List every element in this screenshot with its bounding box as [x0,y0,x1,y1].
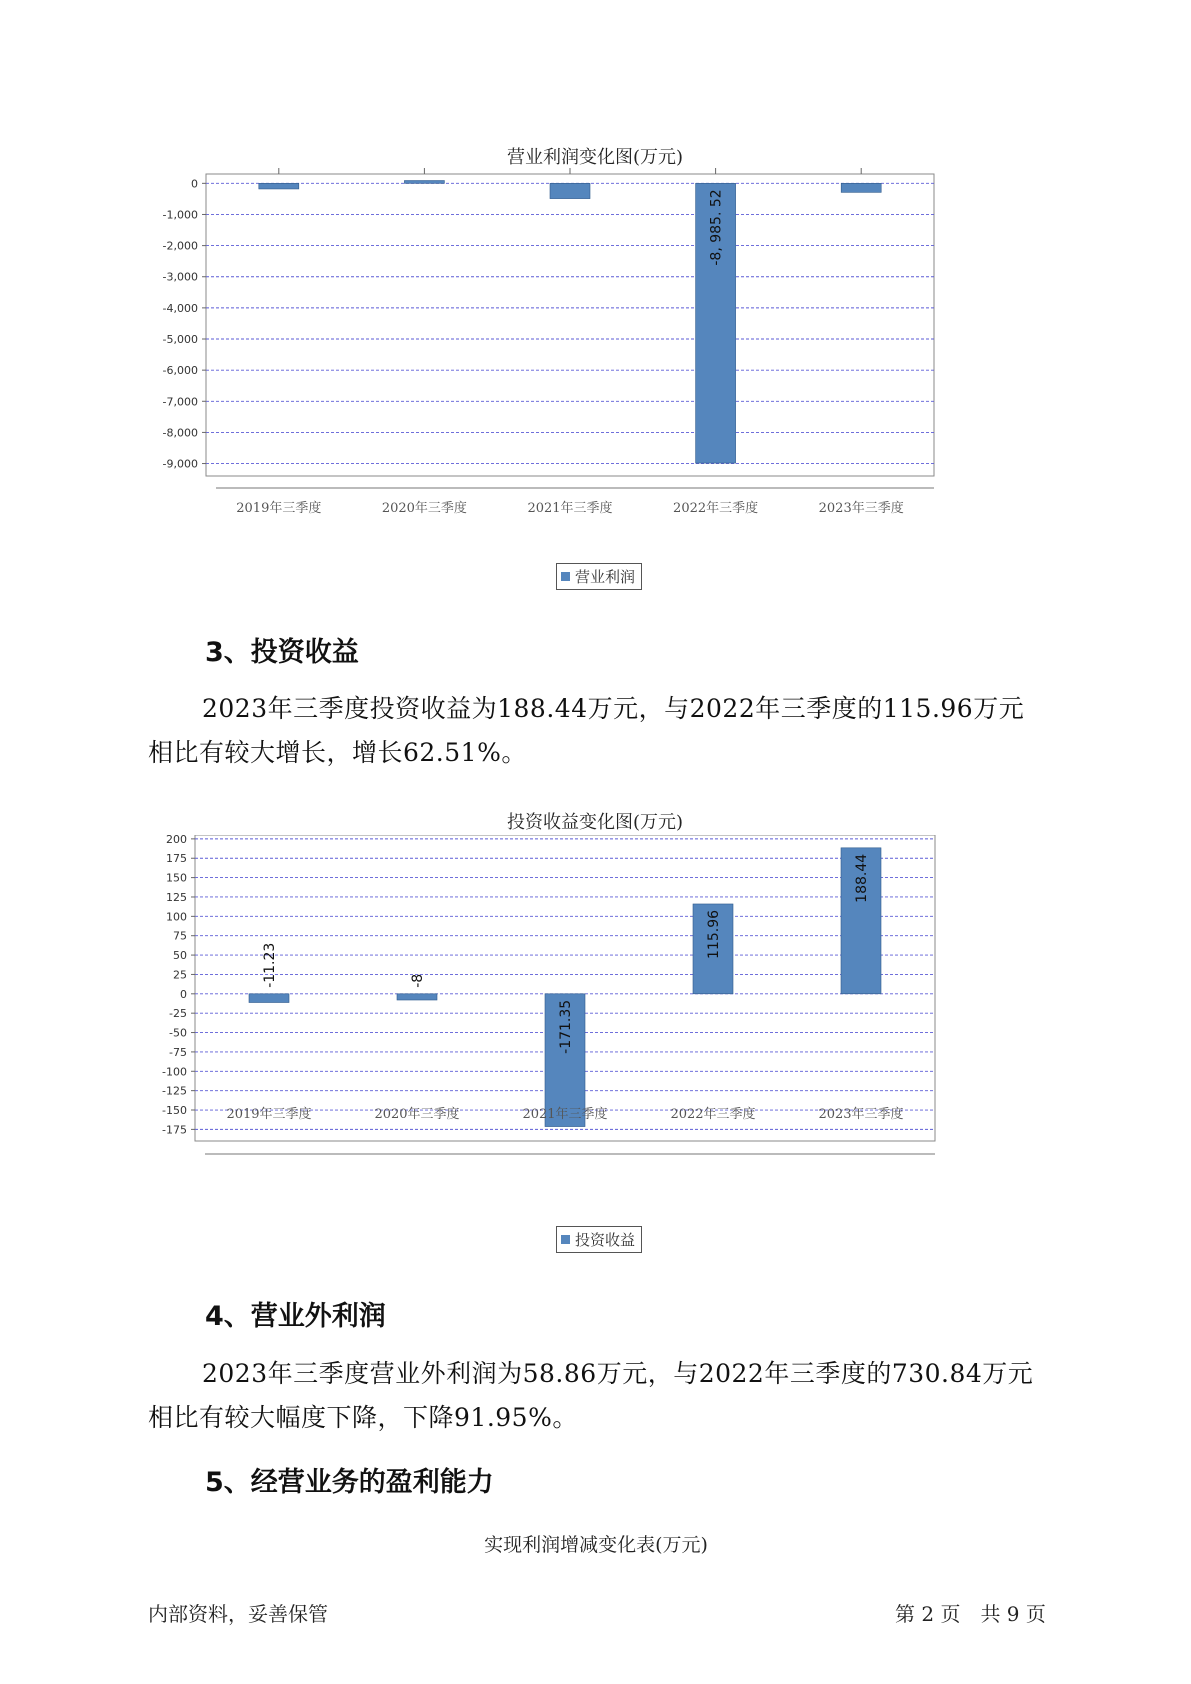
y-tick-label: -4,000 [162,301,198,315]
y-tick-label: 75 [173,929,187,943]
x-tick-label: 2019年三季度 [236,501,322,516]
chart2-legend [556,1226,642,1253]
section-5-title: 5、经营业务的盈利能力 [205,1467,494,1498]
y-tick-label: -100 [162,1065,187,1079]
legend-swatch [561,1235,570,1244]
section-4-line-2: 相比有较大幅度下降，下降91.95%。 [148,1403,578,1432]
x-tick-label: 2021年三季度 [522,1107,608,1122]
chart1 [148,168,1028,588]
section-3-line-2: 相比有较大增长，增长62.51%。 [148,738,527,767]
x-tick-label: 2021年三季度 [527,501,613,516]
table-caption: 实现利润增减变化表(万元) [484,1534,708,1556]
y-tick-label: -25 [169,1007,187,1021]
section-3-title: 3、投资收益 [205,637,359,668]
chart1-title: 营业利润变化图(万元) [506,147,684,168]
y-tick-label: -9,000 [162,457,198,471]
y-tick-label: 100 [166,910,187,924]
footer-page-number: 第 2 页 共 9 页 [895,1602,1046,1626]
y-tick-label: 0 [180,987,187,1001]
footer-left: 内部资料，妥善保管 [148,1602,328,1626]
chart1-legend [556,563,642,590]
y-tick-label: 200 [166,835,187,846]
y-tick-label: -7,000 [162,395,198,409]
bar [550,183,590,198]
y-tick-label: -6,000 [162,364,198,378]
y-tick-label: 125 [166,890,187,904]
data-label: -8, 985. 52 [708,189,725,266]
data-label: -8 [410,973,426,988]
y-tick-label: 175 [166,852,187,866]
x-tick-label: 2023年三季度 [818,1107,904,1122]
y-tick-label: 0 [191,177,198,191]
x-tick-label: 2020年三季度 [374,1107,460,1122]
y-tick-label: -50 [169,1026,187,1040]
y-tick-label: 50 [173,949,187,963]
x-tick-label: 2020年三季度 [381,501,467,516]
chart2-title: 投资收益变化图(万元) [506,812,684,833]
y-tick-label: -175 [162,1123,187,1137]
data-label: 115.96 [706,909,722,959]
bar [259,183,299,189]
bar [249,994,289,1003]
legend-label: 营业利润 [575,568,636,586]
x-tick-label: 2019年三季度 [226,1107,312,1122]
y-tick-label: -2,000 [162,239,198,253]
x-tick-label: 2022年三季度 [673,501,759,516]
y-tick-label: -8,000 [162,426,198,440]
section-3-line-1: 2023年三季度投资收益为188.44万元，与2022年三季度的115.96万元 [202,694,1025,723]
y-tick-label: -75 [169,1045,187,1059]
bar [397,994,437,1000]
bar [841,183,881,192]
y-tick-label: -5,000 [162,333,198,347]
x-tick-label: 2023年三季度 [818,501,904,516]
data-label: -11.23 [262,942,278,988]
y-tick-label: 25 [173,968,187,982]
x-tick-label: 2022年三季度 [670,1107,756,1122]
data-label: 188.44 [854,853,870,903]
y-tick-label: -1,000 [162,208,198,222]
data-label: -171.35 [558,999,574,1054]
y-tick-label: -3,000 [162,270,198,284]
section-4-line-1: 2023年三季度营业外利润为58.86万元，与2022年三季度的730.84万元 [202,1359,1034,1388]
y-tick-label: -125 [162,1084,187,1098]
plot-area [206,174,934,476]
legend-label: 投资收益 [575,1231,636,1249]
bar [404,181,444,184]
chart2 [148,835,1028,1235]
y-tick-label: 150 [166,871,187,885]
section-4-title: 4、营业外利润 [205,1301,386,1332]
legend-swatch [561,572,570,581]
y-tick-label: -150 [162,1104,187,1118]
